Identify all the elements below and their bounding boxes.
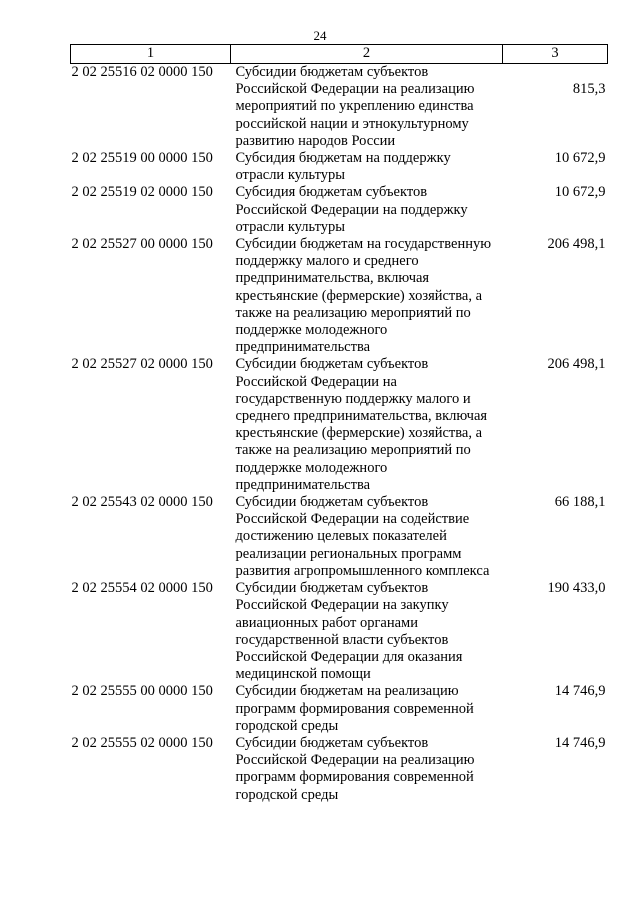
row-code: 2 02 25555 00 0000 150: [71, 683, 213, 700]
header-col-name: 2: [231, 45, 503, 64]
row-amount: 66 188,1: [554, 494, 606, 511]
page-number: 24: [313, 28, 327, 43]
budget-table: [70, 44, 608, 804]
row-name: Субсидии бюджетам субъектов Российской Федерации на реализацию программ формирования современной городской среды: [235, 734, 475, 803]
row-amount: 815,3: [572, 81, 606, 98]
row-code: 2 02 25519 02 0000 150: [71, 184, 213, 201]
table-row: [71, 150, 608, 184]
row-code: 2 02 25554 02 0000 150: [71, 580, 213, 597]
header-col-code: 1: [71, 45, 231, 64]
row-amount: 10 672,9: [554, 184, 606, 201]
table-row: [71, 735, 608, 804]
row-code: 2 02 25527 00 0000 150: [71, 236, 213, 253]
row-amount-cell: [503, 64, 608, 151]
row-name: Субсидии бюджетам субъектов Российской Федерации на содействие достижению целевых показателей реализации региональных программ развития агропромышленного комплекса: [235, 494, 490, 579]
row-name: Субсидия бюджетам на поддержку отрасли культуры: [235, 150, 451, 184]
table-row: [71, 184, 608, 236]
row-code: 2 02 25516 02 0000 150: [71, 64, 213, 80]
table-row: [71, 683, 608, 735]
row-name: Субсидии бюджетам на реализацию программ формирования современной городской среды: [235, 683, 474, 734]
table-row: [71, 494, 608, 580]
row-name: Субсидии бюджетам субъектов Российской Федерации на закупку авиационных работ органами государственной власти субъектов Российской Федерации для оказания медицинской помощи: [235, 580, 463, 683]
header-row: [71, 45, 608, 64]
row-code: 2 02 25555 02 0000 150: [71, 734, 213, 751]
row-amount: 10 672,9: [554, 150, 606, 167]
row-amount: 206 498,1: [547, 236, 606, 253]
table-body: [71, 64, 608, 804]
row-code: 2 02 25519 00 0000 150: [71, 150, 213, 167]
table-header: [71, 45, 608, 64]
row-code: 2 02 25543 02 0000 150: [71, 494, 213, 511]
row-name: Субсидии бюджетам субъектов Российской Федерации на реализацию мероприятий по укреплению единства российской нации и этнокультурному развитию народов России: [235, 64, 475, 149]
header-col-amount: 3: [503, 45, 608, 64]
table-row: [71, 64, 608, 151]
table-row: [71, 236, 608, 356]
row-amount: 190 433,0: [547, 580, 606, 597]
row-amount: 14 746,9: [554, 734, 606, 751]
row-code: 2 02 25527 02 0000 150: [71, 356, 213, 373]
table-row: [71, 356, 608, 494]
row-name: Субсидии бюджетам субъектов Российской Федерации на государственную поддержку малого и среднего предпринимательства, включая крестьянские (фермерские) хозяйства, а также на реализацию мероприятий по поддержке молодежного предпринимательства: [235, 356, 488, 493]
table-row: [71, 580, 608, 683]
row-amount: 14 746,9: [554, 683, 606, 700]
row-name: Субсидии бюджетам на государственную поддержку малого и среднего предпринимательства, включая крестьянские (фермерские) хозяйства, а также на реализацию мероприятий по поддержке молодежного предпринимательства: [235, 236, 492, 356]
row-name: Субсидия бюджетам субъектов Российской Федерации на поддержку отрасли культуры: [235, 184, 468, 235]
row-amount: 206 498,1: [547, 356, 606, 373]
